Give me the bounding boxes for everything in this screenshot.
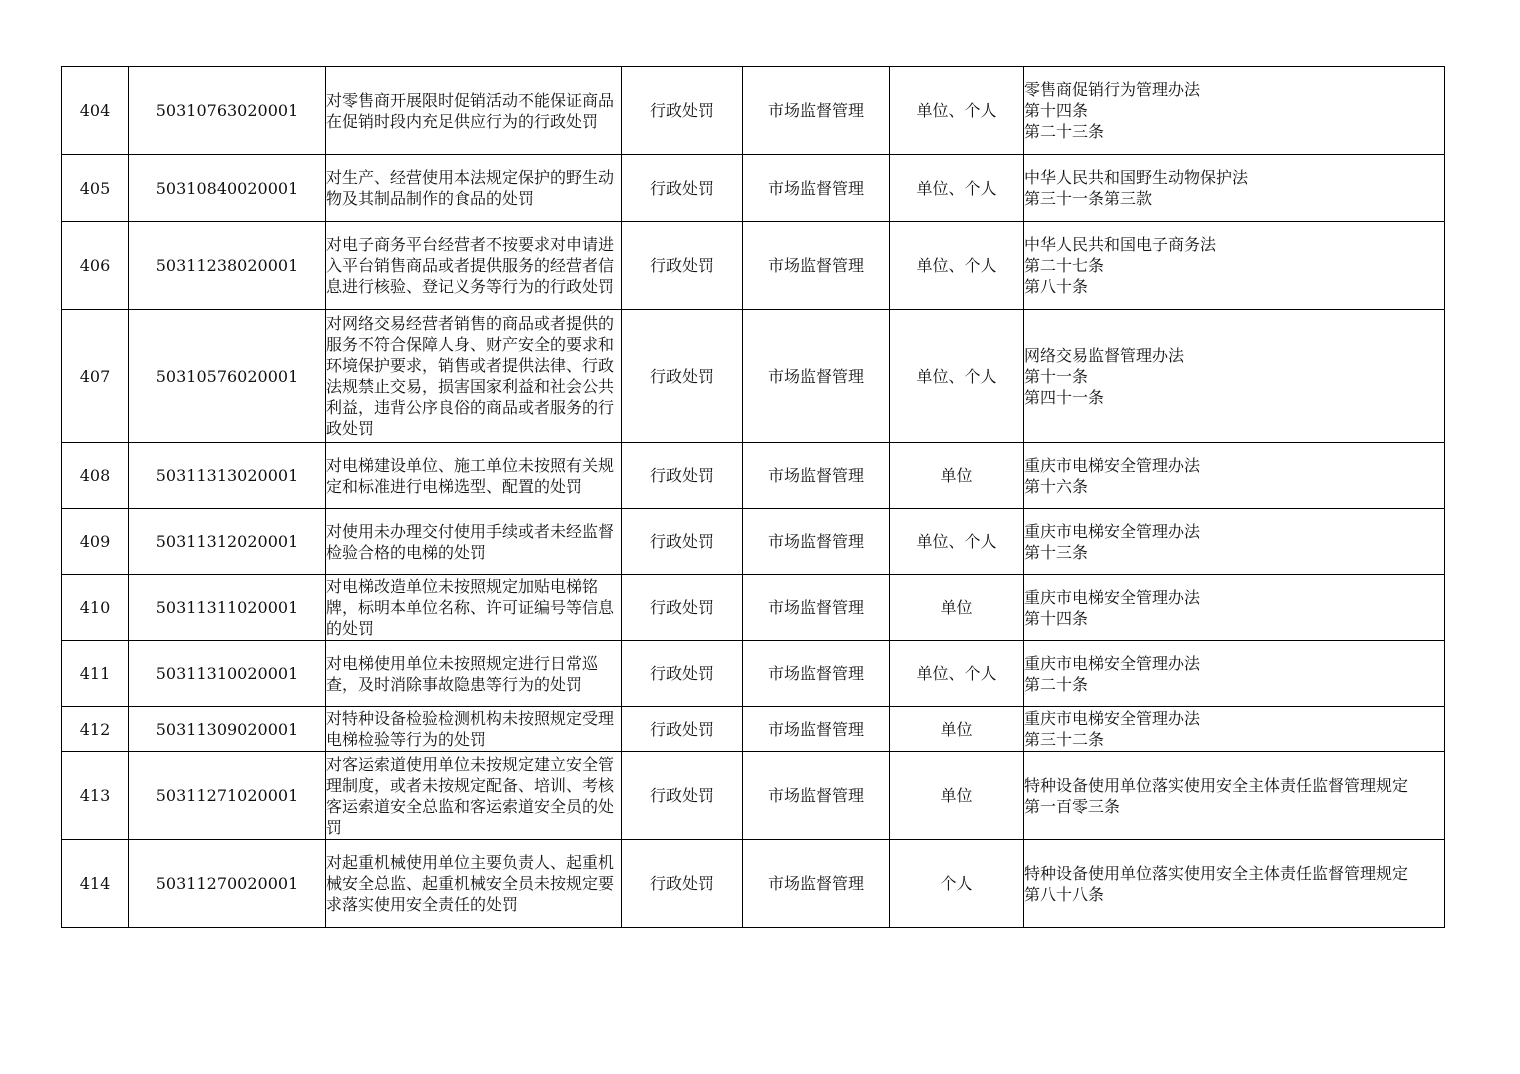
legal-basis-line: 特种设备使用单位落实使用安全主体责任监督管理规定 [1024, 863, 1409, 883]
legal-basis-line: 第十四条 [1024, 101, 1089, 120]
legal-basis [1024, 840, 1445, 928]
legal-basis-line: 第二十条 [1024, 674, 1089, 694]
department: 市场监督管理 [743, 310, 890, 443]
legal-basis-line: 特种设备使用单位落实使用安全主体责任监督管理规定 [1024, 775, 1409, 795]
item-code: 50311270020001 [129, 840, 326, 928]
item-description: 对网络交易经营者销售的商品或者提供的服务不符合保障人身、财产安全的要求和环境保护要求，销售或者提供法律、行政法规禁止交易，损害国家利益和社会公共利益，违背公序良俗的商品或者服务的行政处罚 [326, 310, 622, 443]
penalty-type: 行政处罚 [622, 310, 743, 443]
table-row [62, 509, 1445, 575]
legal-basis-line: 重庆市电梯安全管理办法 [1024, 709, 1201, 728]
department: 市场监督管理 [743, 222, 890, 310]
legal-basis-line: 第十四条 [1024, 608, 1089, 628]
legal-basis [1024, 155, 1445, 222]
legal-basis-line: 第十三条 [1024, 542, 1089, 562]
item-description: 对生产、经营使用本法规定保护的野生动物及其制品制作的食品的处罚 [326, 155, 622, 222]
penalty-type: 行政处罚 [622, 67, 743, 155]
item-code: 50310576020001 [129, 310, 326, 443]
table-row [62, 707, 1445, 752]
item-description: 对起重机械使用单位主要负责人、起重机械安全总监、起重机械安全员未按规定要求落实使用安全责任的处罚 [326, 840, 622, 928]
row-number: 414 [62, 840, 129, 928]
item-code: 50311310020001 [129, 641, 326, 707]
subject: 单位、个人 [890, 222, 1024, 310]
legal-basis [1024, 641, 1445, 707]
legal-basis-line: 第三十一条第三款 [1024, 189, 1153, 208]
legal-basis [1024, 509, 1445, 575]
legal-basis [1024, 443, 1445, 509]
legal-basis-line: 重庆市电梯安全管理办法 [1024, 521, 1201, 541]
penalty-type: 行政处罚 [622, 155, 743, 222]
item-code: 50311309020001 [129, 707, 326, 752]
item-code: 50310840020001 [129, 155, 326, 222]
row-number: 408 [62, 443, 129, 509]
subject: 单位 [890, 575, 1024, 641]
department: 市场监督管理 [743, 67, 890, 155]
legal-basis-line: 第一百零三条 [1024, 796, 1121, 816]
legal-basis-line: 重庆市电梯安全管理办法 [1024, 587, 1201, 607]
penalty-type: 行政处罚 [622, 752, 743, 840]
department: 市场监督管理 [743, 752, 890, 840]
legal-basis-line: 第十一条 [1024, 366, 1089, 386]
legal-basis-line: 中华人民共和国野生动物保护法 [1024, 168, 1249, 187]
table-row [62, 67, 1445, 155]
table-row [62, 310, 1445, 443]
item-code: 50311312020001 [129, 509, 326, 575]
penalty-type: 行政处罚 [622, 443, 743, 509]
legal-basis-line: 零售商促销行为管理办法 [1024, 80, 1201, 99]
subject: 单位 [890, 752, 1024, 840]
row-number: 409 [62, 509, 129, 575]
row-number: 410 [62, 575, 129, 641]
subject: 单位、个人 [890, 641, 1024, 707]
department: 市场监督管理 [743, 509, 890, 575]
department: 市场监督管理 [743, 707, 890, 752]
table-row [62, 752, 1445, 840]
item-code: 50311311020001 [129, 575, 326, 641]
item-description: 对零售商开展限时促销活动不能保证商品在促销时段内充足供应行为的行政处罚 [326, 67, 622, 155]
legal-basis-line: 第八十八条 [1024, 884, 1105, 904]
department: 市场监督管理 [743, 155, 890, 222]
item-description: 对电子商务平台经营者不按要求对申请进入平台销售商品或者提供服务的经营者信息进行核验、登记义务等行为的行政处罚 [326, 222, 622, 310]
row-number: 413 [62, 752, 129, 840]
subject: 单位、个人 [890, 155, 1024, 222]
legal-basis-line: 第八十条 [1024, 277, 1089, 296]
table-row [62, 155, 1445, 222]
table-body [62, 67, 1445, 928]
legal-basis-line: 网络交易监督管理办法 [1024, 345, 1185, 365]
table-row [62, 443, 1445, 509]
item-description: 对电梯使用单位未按照规定进行日常巡查，及时消除事故隐患等行为的处罚 [326, 641, 622, 707]
table-row [62, 575, 1445, 641]
row-number: 405 [62, 155, 129, 222]
legal-basis-line: 中华人民共和国电子商务法 [1024, 235, 1217, 254]
subject: 单位、个人 [890, 509, 1024, 575]
table-row [62, 641, 1445, 707]
legal-basis [1024, 707, 1445, 752]
item-code: 50311313020001 [129, 443, 326, 509]
legal-basis-line: 第十六条 [1024, 476, 1089, 496]
item-description: 对使用未办理交付使用手续或者未经监督检验合格的电梯的处罚 [326, 509, 622, 575]
item-description: 对电梯改造单位未按照规定加贴电梯铭牌，标明本单位名称、许可证编号等信息的处罚 [326, 575, 622, 641]
item-code: 50310763020001 [129, 67, 326, 155]
row-number: 406 [62, 222, 129, 310]
table-row [62, 222, 1445, 310]
item-description: 对特种设备检验检测机构未按照规定受理电梯检验等行为的处罚 [326, 707, 622, 752]
legal-basis-line: 第四十一条 [1024, 387, 1105, 407]
legal-basis-line: 第二十七条 [1024, 256, 1105, 275]
legal-basis-line: 第二十三条 [1024, 122, 1105, 141]
legal-basis [1024, 575, 1445, 641]
penalty-table [61, 66, 1445, 928]
subject: 单位 [890, 707, 1024, 752]
subject: 单位 [890, 443, 1024, 509]
item-description: 对电梯建设单位、施工单位未按照有关规定和标准进行电梯选型、配置的处罚 [326, 443, 622, 509]
penalty-type: 行政处罚 [622, 509, 743, 575]
item-code: 50311271020001 [129, 752, 326, 840]
subject: 个人 [890, 840, 1024, 928]
subject: 单位、个人 [890, 310, 1024, 443]
penalty-type: 行政处罚 [622, 222, 743, 310]
department: 市场监督管理 [743, 641, 890, 707]
department: 市场监督管理 [743, 840, 890, 928]
table-row [62, 840, 1445, 928]
department: 市场监督管理 [743, 443, 890, 509]
legal-basis-line: 重庆市电梯安全管理办法 [1024, 455, 1201, 475]
item-description: 对客运索道使用单位未按规定建立安全管理制度，或者未按规定配备、培训、考核客运索道安全总监和客运索道安全员的处罚 [326, 752, 622, 840]
penalty-type: 行政处罚 [622, 575, 743, 641]
penalty-type: 行政处罚 [622, 641, 743, 707]
legal-basis [1024, 222, 1445, 310]
legal-basis [1024, 752, 1445, 840]
penalty-type: 行政处罚 [622, 840, 743, 928]
department: 市场监督管理 [743, 575, 890, 641]
legal-basis [1024, 67, 1445, 155]
subject: 单位、个人 [890, 67, 1024, 155]
row-number: 412 [62, 707, 129, 752]
item-code: 50311238020001 [129, 222, 326, 310]
row-number: 407 [62, 310, 129, 443]
penalty-type: 行政处罚 [622, 707, 743, 752]
row-number: 411 [62, 641, 129, 707]
legal-basis-line: 第三十二条 [1024, 730, 1105, 749]
legal-basis-line: 重庆市电梯安全管理办法 [1024, 653, 1201, 673]
row-number: 404 [62, 67, 129, 155]
legal-basis [1024, 310, 1445, 443]
